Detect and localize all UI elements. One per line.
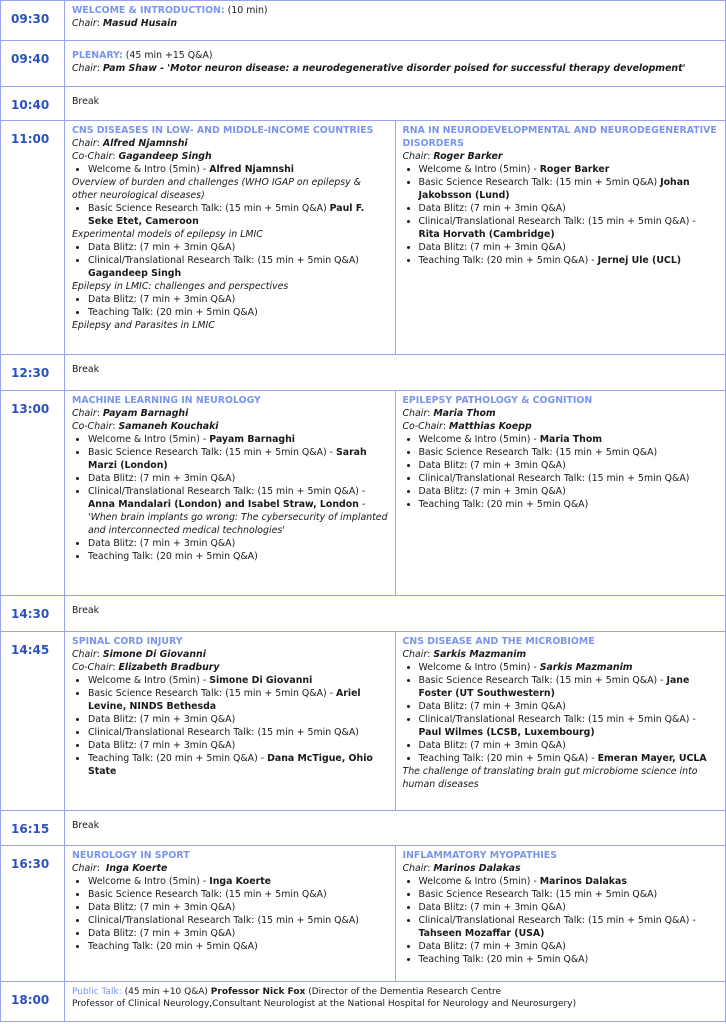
session-title: RNA IN NEURODEVELOPMENTAL AND NEURODEGENERATIVE DISORDERS bbox=[402, 125, 717, 149]
session-cell-right: EPILEPSY PATHOLOGY & COGNITION Chair: Maria Thom Co-Chair: Matthias Koepp • Welcome & Intro (5min) - Maria Thom • Basic Science Research Talk: (15 min + 5min Q&A) • Data Blitz: (7 min + 3min Q&A) • Clinical/Translational Research Talk: (15 min + 5min Q&A) • Data Blitz: (7 min + 3min Q&A) • Teaching Talk: (20 min + 5min Q&A) bbox=[395, 391, 726, 596]
row-1430 bbox=[1, 596, 726, 632]
talk-list bbox=[72, 434, 389, 564]
list-item: • Data Blitz: (7 min + 3min Q&A) bbox=[88, 242, 389, 255]
cochair-label: Co-Chair bbox=[402, 420, 443, 432]
list-item: • Basic Science Research Talk: (15 min + 5min Q&A) bbox=[88, 889, 389, 902]
chair-name: Payam Barnaghi bbox=[102, 407, 189, 419]
session-cell-right: INFLAMMATORY MYOPATHIES Chair: Marinos Dalakas • Welcome & Intro (5min) - Marinos Dalakas • Basic Science Research Talk: (15 min + 5min Q&A) • Data Blitz: (7 min + 3min Q&A) • Clinical/Translational Research Talk: (15 min + 5min Q&A) - Tahseen Mozaffar (USA) • Data Blitz: (7 min + 3min Q&A) • Teaching Talk: (20 min + 5min Q&A) bbox=[395, 846, 726, 982]
time-cell: 16:15 bbox=[1, 811, 65, 846]
list-item: • Clinical/Translational Research Talk: (15 min + 5min Q&A) - Paul Wilmes (LCSB, Luxembourg) bbox=[419, 714, 720, 740]
chair-label: Chair bbox=[72, 407, 97, 419]
speaker-role: (Director of the Dementia Research Centre bbox=[305, 987, 502, 997]
chair-label: Chair bbox=[402, 150, 428, 162]
break-cell: Break bbox=[65, 596, 726, 632]
cochair-label: Co-Chair bbox=[72, 150, 113, 162]
talk-list bbox=[72, 164, 389, 177]
row-0940 bbox=[1, 41, 726, 87]
talk-list bbox=[72, 203, 389, 229]
list-item: • Teaching Talk: (20 min + 5min Q&A) - Dana McTigue, Ohio State bbox=[88, 753, 389, 779]
time-cell: 16:30 bbox=[1, 846, 65, 982]
list-item: • Welcome & Intro (5min) - Alfred Njamnshi bbox=[88, 164, 389, 177]
list-item: • Teaching Talk: (20 min + 5min Q&A) bbox=[88, 551, 389, 564]
row-1300 bbox=[1, 391, 726, 596]
chair-name: Inga Koerte bbox=[105, 862, 168, 874]
list-item: • Basic Science Research Talk: (15 min + 5min Q&A) Paul F. Seke Etet, Cameroon bbox=[88, 203, 389, 229]
list-item: • Data Blitz: (7 min + 3min Q&A) bbox=[419, 203, 720, 216]
talk-list bbox=[403, 662, 720, 766]
time-cell: 09:30 bbox=[1, 1, 65, 41]
session-title: NEUROLOGY IN SPORT bbox=[72, 850, 190, 861]
session-cell-right: RNA IN NEURODEVELOPMENTAL AND NEURODEGENERATIVE DISORDERS Chair: Roger Barker • Welcome & Intro (5min) - Roger Barker • Basic Science Research Talk: (15 min + 5min Q&A) Johan Jakobsson (Lund) • Data Blitz: (7 min + 3min Q&A) • Clinical/Translational Research Talk: (15 min + 5min Q&A) - Rita Horvath (Cambridge) • Data Blitz: (7 min + 3min Q&A) • Teaching Talk: (20 min + 5min Q&A) - Jernej Ule (UCL) bbox=[395, 121, 726, 355]
speaker-role-line2: Professor of Clinical Neurology,Consultant Neurologist at the National Hospital for Neurology and Neurosurgery) bbox=[72, 999, 577, 1010]
session-title: CNS DISEASE AND THE MICROBIOME bbox=[402, 636, 595, 647]
speaker-name: Professor Nick Fox bbox=[210, 987, 306, 997]
session-title: MACHINE LEARNING IN NEUROLOGY bbox=[72, 395, 261, 406]
chair-label: Chair bbox=[72, 648, 97, 660]
time-cell: 10:40 bbox=[1, 87, 65, 121]
chair-name: Roger Barker bbox=[433, 150, 503, 162]
list-item: • Welcome & Intro (5min) - Sarkis Mazmanim bbox=[419, 662, 720, 675]
list-item: • Data Blitz: (7 min + 3min Q&A) bbox=[419, 242, 720, 255]
talk-subtitle: Overview of burden and challenges (WHO IGAP on epilepsy & other neurological diseases) bbox=[72, 176, 361, 201]
cochair-label: Co-Chair bbox=[72, 661, 113, 673]
list-item: • Clinical/Translational Research Talk: (15 min + 5min Q&A) - Tahseen Mozaffar (USA) bbox=[419, 915, 720, 941]
list-item: • Welcome & Intro (5min) - Inga Koerte bbox=[88, 876, 389, 889]
list-item: • Teaching Talk: (20 min + 5min Q&A) bbox=[419, 499, 720, 512]
list-item: • Data Blitz: (7 min + 3min Q&A) bbox=[419, 941, 720, 954]
list-item: • Data Blitz: (7 min + 3min Q&A) bbox=[419, 486, 720, 499]
row-1040 bbox=[1, 87, 726, 121]
session-cell-right: CNS DISEASE AND THE MICROBIOME Chair: Sarkis Mazmanim • Welcome & Intro (5min) - Sarkis Mazmanim • Basic Science Research Talk: (15 min + 5min Q&A) - Jane Foster (UT Southwestern) • Data Blitz: (7 min + 3min Q&A) • Clinical/Translational Research Talk: (15 min + 5min Q&A) - Paul Wilmes (LCSB, Luxembourg) • Data Blitz: (7 min + 3min Q&A) • Teaching Talk: (20 min + 5min Q&A) - Emeran Mayer, UCLA The challenge of translating brain gut microbiome science into human diseases bbox=[395, 632, 726, 811]
chair-name: Marinos Dalakas bbox=[433, 862, 521, 874]
row-1630 bbox=[1, 846, 726, 982]
list-item: • Basic Science Research Talk: (15 min + 5min Q&A) bbox=[419, 447, 720, 460]
chair-label: Chair bbox=[72, 862, 97, 874]
chair-label: Chair bbox=[72, 62, 97, 74]
list-item: • Teaching Talk: (20 min + 5min Q&A) bbox=[419, 954, 720, 967]
row-1445 bbox=[1, 632, 726, 811]
cochair-name: Elizabeth Bradbury bbox=[118, 661, 220, 673]
talk-list bbox=[72, 675, 389, 779]
session-cell: WELCOME & INTRODUCTION: (10 min) Chair: Masud Husain bbox=[65, 1, 726, 41]
cochair-name: Samaneh Kouchaki bbox=[118, 420, 219, 432]
session-cell-left: CNS DISEASES IN LOW- AND MIDDLE-INCOME COUNTRIES Chair: Alfred Njamnshi Co-Chair: Gagandeep Singh • Welcome & Intro (5min) - Alfred Njamnshi Overview of burden and challenges (WHO IGAP on epilepsy & other neurological diseases) • Basic Science Research Talk: (15 min + 5min Q&A) Paul F. Seke Etet, Cameroon Experimental models of epilepsy in LMIC • Data Blitz: (7 min + 3min Q&A) • Clinical/Translational Research Talk: (15 min + 5min Q&A) Gagandeep Singh Epilepsy in LMIC: challenges and perspectives • Data Blitz: (7 min + 3min Q&A) • Teaching Talk: (20 min + 5min Q&A) Epilepsy and Parasites in LMIC bbox=[65, 121, 396, 355]
list-item: • Data Blitz: (7 min + 3min Q&A) bbox=[88, 740, 389, 753]
chair-name: Masud Husain bbox=[102, 17, 178, 29]
talk-subtitle: Epilepsy and Parasites in LMIC bbox=[72, 319, 215, 331]
talk-subtitle: The challenge of translating brain gut microbiome science into human diseases bbox=[402, 765, 698, 790]
session-cell: PLENARY: (45 min +15 Q&A) Chair: Pam Shaw - 'Motor neuron disease: a neurodegenerative disorder poised for successful therapy development' bbox=[65, 41, 726, 87]
talk-subtitle: Epilepsy in LMIC: challenges and perspectives bbox=[72, 280, 289, 292]
cochair-name: Matthias Koepp bbox=[449, 420, 532, 432]
break-cell: Break bbox=[65, 355, 726, 391]
chair-name: Simone Di Giovanni bbox=[102, 648, 206, 660]
cochair-label: Co-Chair bbox=[72, 420, 113, 432]
list-item: • Welcome & Intro (5min) - Maria Thom bbox=[419, 434, 720, 447]
list-item: • Basic Science Research Talk: (15 min + 5min Q&A) - Jane Foster (UT Southwestern) bbox=[419, 675, 720, 701]
session-duration: (10 min) bbox=[224, 5, 268, 16]
chair-label: Chair bbox=[72, 137, 97, 149]
session-duration: (45 min +15 Q&A) bbox=[122, 50, 213, 61]
time-cell: 11:00 bbox=[1, 121, 65, 355]
list-item: • Basic Science Research Talk: (15 min + 5min Q&A) - Ariel Levine, NINDS Bethesda bbox=[88, 688, 389, 714]
time-cell: 18:00 bbox=[1, 982, 65, 1022]
list-item: • Teaching Talk: (20 min + 5min Q&A) - Emeran Mayer, UCLA bbox=[419, 753, 720, 766]
time-cell: 13:00 bbox=[1, 391, 65, 596]
session-cell-left: MACHINE LEARNING IN NEUROLOGY Chair: Payam Barnaghi Co-Chair: Samaneh Kouchaki • Welcome & Intro (5min) - Payam Barnaghi • Basic Science Research Talk: (15 min + 5min Q&A) - Sarah Marzi (London) • Data Blitz: (7 min + 3min Q&A) • Clinical/Translational Research Talk: (15 min + 5min Q&A) - Anna Mandalari (London) and Isabel Straw, London - 'When brain implants go wrong: The cybersecurity of implanted and interconnected medical technologies' • Data Blitz: (7 min + 3min Q&A) • Teaching Talk: (20 min + 5min Q&A) bbox=[65, 391, 396, 596]
talk-list bbox=[403, 164, 720, 268]
list-item: • Data Blitz: (7 min + 3min Q&A) bbox=[88, 538, 389, 551]
chair-label: Chair bbox=[402, 407, 428, 419]
list-item: • Data Blitz: (7 min + 3min Q&A) bbox=[88, 902, 389, 915]
session-title: INFLAMMATORY MYOPATHIES bbox=[402, 850, 557, 861]
list-item: • Clinical/Translational Research Talk: (15 min + 5min Q&A) bbox=[419, 473, 720, 486]
session-cell-left: SPINAL CORD INJURY Chair: Simone Di Giovanni Co-Chair: Elizabeth Bradbury • Welcome & Intro (5min) - Simone Di Giovanni • Basic Science Research Talk: (15 min + 5min Q&A) - Ariel Levine, NINDS Bethesda • Data Blitz: (7 min + 3min Q&A) • Clinical/Translational Research Talk: (15 min + 5min Q&A) • Data Blitz: (7 min + 3min Q&A) • Teaching Talk: (20 min + 5min Q&A) - Dana McTigue, Ohio State bbox=[65, 632, 396, 811]
session-cell bbox=[65, 982, 726, 1022]
row-1100 bbox=[1, 121, 726, 355]
list-item: • Welcome & Intro (5min) - Payam Barnaghi bbox=[88, 434, 389, 447]
cochair-name: Gagandeep Singh bbox=[118, 150, 212, 162]
list-item: • Teaching Talk: (20 min + 5min Q&A) - Jernej Ule (UCL) bbox=[419, 255, 720, 268]
list-item: • Data Blitz: (7 min + 3min Q&A) bbox=[419, 902, 720, 915]
list-item: • Clinical/Translational Research Talk: (15 min + 5min Q&A) bbox=[88, 727, 389, 740]
time-cell: 09:40 bbox=[1, 41, 65, 87]
talk-subtitle: Experimental models of epilepsy in LMIC bbox=[72, 228, 263, 240]
list-item: • Teaching Talk: (20 min + 5min Q&A) bbox=[88, 941, 389, 954]
session-title: PLENARY: bbox=[72, 50, 123, 61]
row-1230 bbox=[1, 355, 726, 391]
list-item: • Clinical/Translational Research Talk: (15 min + 5min Q&A) - Rita Horvath (Cambridge) bbox=[419, 216, 720, 242]
talk-list bbox=[403, 434, 720, 512]
row-1800 bbox=[1, 982, 726, 1022]
talk-list bbox=[72, 876, 389, 954]
time-cell: 12:30 bbox=[1, 355, 65, 391]
list-item: • Basic Science Research Talk: (15 min + 5min Q&A) Johan Jakobsson (Lund) bbox=[419, 177, 720, 203]
chair-name: Sarkis Mazmanim bbox=[433, 648, 527, 660]
list-item: • Clinical/Translational Research Talk: (15 min + 5min Q&A) Gagandeep Singh bbox=[88, 255, 389, 281]
list-item: • Data Blitz: (7 min + 3min Q&A) bbox=[88, 714, 389, 727]
list-item: • Data Blitz: (7 min + 3min Q&A) bbox=[419, 701, 720, 714]
list-item: • Welcome & Intro (5min) - Roger Barker bbox=[419, 164, 720, 177]
list-item: • Clinical/Translational Research Talk: (15 min + 5min Q&A) bbox=[88, 915, 389, 928]
talk-list bbox=[403, 876, 720, 967]
session-cell-left: NEUROLOGY IN SPORT Chair: Inga Koerte • Welcome & Intro (5min) - Inga Koerte • Basic Science Research Talk: (15 min + 5min Q&A) • Data Blitz: (7 min + 3min Q&A) • Clinical/Translational Research Talk: (15 min + 5min Q&A) • Data Blitz: (7 min + 3min Q&A) • Teaching Talk: (20 min + 5min Q&A) bbox=[65, 846, 396, 982]
talk-list bbox=[72, 242, 389, 281]
session-duration: (45 min +10 Q&A) bbox=[121, 987, 211, 997]
chair-label: Chair bbox=[402, 648, 428, 660]
chair-label: Chair bbox=[72, 17, 97, 29]
list-item: • Data Blitz: (7 min + 3min Q&A) bbox=[88, 294, 389, 307]
list-item: • Clinical/Translational Research Talk: (15 min + 5min Q&A) - Anna Mandalari (London) and Isabel Straw, London - 'When brain implants go wrong: The cybersecurity of implanted and interconnected medical technologies' bbox=[88, 486, 389, 538]
chair-name: Pam Shaw - 'Motor neuron disease: a neurodegenerative disorder poised for successful therapy development' bbox=[102, 62, 686, 74]
list-item: • Welcome & Intro (5min) - Simone Di Giovanni bbox=[88, 675, 389, 688]
break-cell: Break bbox=[65, 87, 726, 121]
row-0930 bbox=[1, 1, 726, 41]
talk-list bbox=[72, 294, 389, 320]
list-item: • Basic Science Research Talk: (15 min + 5min Q&A) - Sarah Marzi (London) bbox=[88, 447, 389, 473]
list-item: • Basic Science Research Talk: (15 min + 5min Q&A) bbox=[419, 889, 720, 902]
session-title: EPILEPSY PATHOLOGY & COGNITION bbox=[402, 395, 593, 406]
time-cell: 14:30 bbox=[1, 596, 65, 632]
list-item: • Data Blitz: (7 min + 3min Q&A) bbox=[88, 928, 389, 941]
list-item: • Data Blitz: (7 min + 3min Q&A) bbox=[419, 460, 720, 473]
chair-label: Chair bbox=[402, 862, 428, 874]
time-cell: 14:45 bbox=[1, 632, 65, 811]
list-item: • Teaching Talk: (20 min + 5min Q&A) bbox=[88, 307, 389, 320]
session-title: SPINAL CORD INJURY bbox=[72, 636, 183, 647]
session-title: Public Talk: bbox=[72, 987, 122, 997]
session-title: CNS DISEASES IN LOW- AND MIDDLE-INCOME COUNTRIES bbox=[72, 125, 374, 136]
list-item: • Data Blitz: (7 min + 3min Q&A) bbox=[419, 740, 720, 753]
row-1615 bbox=[1, 811, 726, 846]
list-item: • Welcome & Intro (5min) - Marinos Dalakas bbox=[419, 876, 720, 889]
break-cell: Break bbox=[65, 811, 726, 846]
chair-name: Maria Thom bbox=[433, 407, 496, 419]
chair-name: Alfred Njamnshi bbox=[102, 137, 188, 149]
session-title: WELCOME & INTRODUCTION: bbox=[72, 5, 225, 16]
list-item: • Data Blitz: (7 min + 3min Q&A) bbox=[88, 473, 389, 486]
